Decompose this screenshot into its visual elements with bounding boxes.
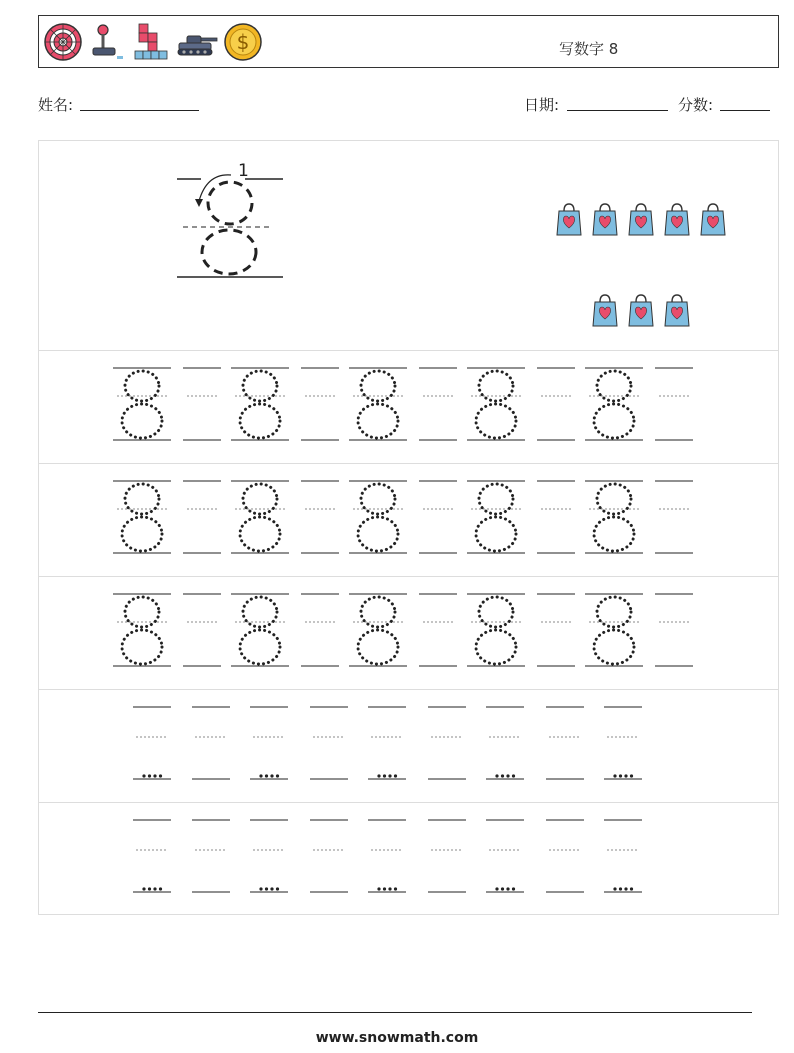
date-field[interactable]	[567, 110, 668, 111]
digit-start-dots[interactable]	[377, 887, 397, 890]
traced-digit-8[interactable]	[122, 371, 162, 438]
name-label: 姓名:	[38, 96, 74, 114]
digit-start-dots[interactable]	[495, 887, 515, 890]
traced-digit-8[interactable]	[476, 597, 516, 664]
practice-row	[39, 576, 778, 689]
digit-start-dots[interactable]	[613, 887, 633, 890]
traced-digit-8[interactable]	[594, 371, 634, 438]
header-box	[38, 15, 779, 68]
dollar-coin-icon	[223, 22, 263, 62]
traced-digit-8[interactable]	[594, 597, 634, 664]
traced-digits	[39, 464, 778, 577]
practice-row	[39, 350, 778, 463]
stroke-number: 1	[238, 161, 249, 181]
digit-start-dots[interactable]	[142, 774, 162, 777]
shopping-bag-heart-icon	[593, 295, 617, 326]
blocks-icon	[131, 22, 171, 62]
traced-digit-8[interactable]	[358, 597, 398, 664]
name-field[interactable]	[80, 110, 199, 111]
score-field[interactable]	[720, 110, 770, 111]
date-label: 日期:	[524, 96, 560, 114]
traced-digit-8[interactable]	[358, 371, 398, 438]
page-title: 写数字 8	[559, 40, 619, 58]
header-icons	[43, 22, 263, 62]
traced-digit-8[interactable]	[594, 484, 634, 551]
traced-digit-8[interactable]	[240, 597, 280, 664]
partial-digits	[39, 690, 778, 803]
shopping-bag-heart-icon	[629, 295, 653, 326]
bag-group	[494, 141, 774, 350]
dartboard-icon	[43, 22, 83, 62]
stroke-order-demo	[169, 155, 309, 295]
shopping-bag-heart-icon	[629, 204, 653, 235]
svg-text:$: $	[236, 30, 250, 54]
traced-digits	[39, 577, 778, 690]
traced-digits	[39, 351, 778, 464]
digit-start-dots[interactable]	[259, 774, 279, 777]
traced-digit-8[interactable]	[240, 484, 280, 551]
practice-row-partial	[39, 689, 778, 802]
shopping-bag-heart-icon	[665, 204, 689, 235]
demo-row	[39, 141, 778, 350]
digit-start-dots[interactable]	[377, 774, 397, 777]
worksheet-grid	[38, 140, 779, 915]
shopping-bag-heart-icon	[665, 295, 689, 326]
traced-digit-8[interactable]	[122, 484, 162, 551]
traced-digit-8[interactable]	[476, 484, 516, 551]
traced-digit-8[interactable]	[240, 371, 280, 438]
shopping-bag-heart-icon	[557, 204, 581, 235]
traced-digit-8[interactable]	[122, 597, 162, 664]
shopping-bag-heart-icon	[593, 204, 617, 235]
partial-digits	[39, 803, 778, 916]
digit-start-dots[interactable]	[142, 887, 162, 890]
joystick-icon	[87, 22, 127, 62]
digit-start-dots[interactable]	[613, 774, 633, 777]
practice-row	[39, 463, 778, 576]
practice-row-partial	[39, 802, 778, 915]
score-label: 分数:	[678, 96, 714, 114]
tank-icon	[175, 22, 219, 62]
footer-rule	[38, 1012, 752, 1013]
footer-url[interactable]: www.snowmath.com	[315, 1030, 479, 1046]
traced-digit-8[interactable]	[476, 371, 516, 438]
shopping-bag-heart-icon	[701, 204, 725, 235]
traced-digit-8[interactable]	[358, 484, 398, 551]
digit-start-dots[interactable]	[495, 774, 515, 777]
digit-start-dots[interactable]	[259, 887, 279, 890]
